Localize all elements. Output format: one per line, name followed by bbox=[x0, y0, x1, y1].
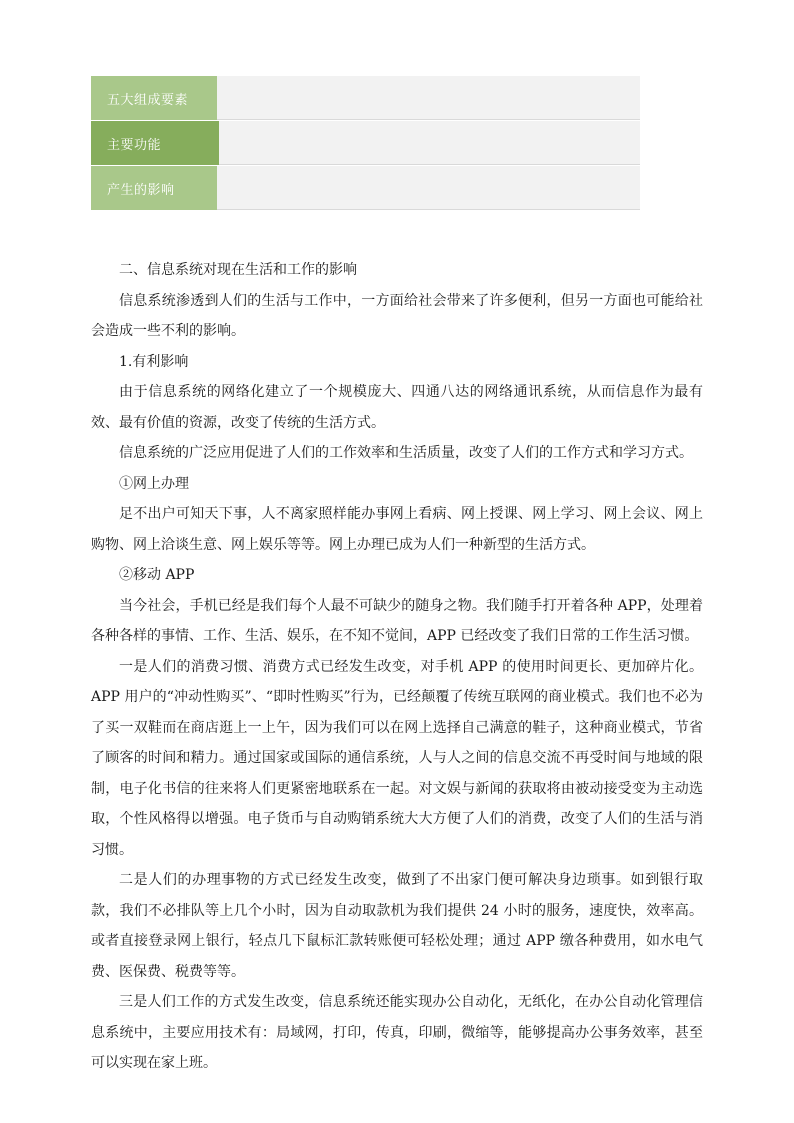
paragraph: 由于信息系统的网络化建立了一个规模庞大、四通八达的网络通讯系统，从而信息作为最有效、最有价值的资源，改变了传统的生活方式。 bbox=[91, 384, 703, 431]
table-row bbox=[91, 121, 640, 166]
row-value bbox=[219, 121, 640, 165]
document-body bbox=[91, 255, 703, 1079]
row-value bbox=[217, 76, 640, 120]
paragraph: 信息系统渗透到人们的生活与工作中，一方面给社会带来了许多便利，但另一方面也可能给社会造成一些不利的影响。 bbox=[91, 292, 703, 339]
row-label: 主要功能 bbox=[91, 121, 219, 165]
summary-table bbox=[91, 76, 640, 211]
row-label: 产生的影响 bbox=[91, 166, 217, 210]
table-row bbox=[91, 166, 640, 211]
table-row bbox=[91, 76, 640, 121]
subheading: ②移动 APP bbox=[119, 567, 195, 583]
paragraph: 当今社会，手机已经是我们每个人最不可缺少的随身之物。我们随手打开着各种 APP，处理着各种各样的事情、工作、生活、娱乐，在不知不觉间，APP 已经改变了我们日常的工作生活习惯。 bbox=[91, 597, 703, 644]
row-label: 五大组成要素 bbox=[91, 76, 217, 120]
paragraph: 三是人们工作的方式发生改变，信息系统还能实现办公自动化，无纸化，在办公自动化管理信息系统中，主要应用技术有：局域网，打印，传真，印刷，微缩等，能够提高办公事务效率，甚至可以实现在家上班。 bbox=[91, 994, 703, 1071]
section-heading: 二、信息系统对现在生活和工作的影响 bbox=[119, 262, 357, 278]
paragraph: 足不出户可知天下事，人不离家照样能办事网上看病、网上授课、网上学习、网上会议、网上购物、网上洽谈生意、网上娱乐等等。网上办理已成为人们一种新型的生活方式。 bbox=[91, 506, 703, 553]
paragraph: 二是人们的办理事物的方式已经发生改变，做到了不出家门便可解决身边琐事。如到银行取款，我们不必排队等上几个小时，因为自动取款机为我们提供 24 小时的服务，速度快，效率高。或者直接登录网上银行，轻点几下鼠标汇款转账便可轻松处理；通过 APP 缴各种费用，如水电气费、医保费、税费等等。 bbox=[91, 872, 703, 980]
row-value bbox=[217, 166, 640, 210]
paragraph: 信息系统的广泛应用促进了人们的工作效率和生活质量，改变了人们的工作方式和学习方式。 bbox=[119, 445, 693, 461]
subheading: ①网上办理 bbox=[119, 475, 189, 492]
paragraph: 一是人们的消费习惯、消费方式已经发生改变，对手机 APP 的使用时间更长、更加碎片化。APP 用户的“冲动性购买”、“即时性购买”行为，已经颠覆了传统互联网的商业模式。我们也不必为了买一双鞋而在商店逛上一上午，因为我们可以在网上选择自己满意的鞋子，这种商业模式，节省了顾客的时间和精力。通过国家或国际的通信系统，人与人之间的信息交流不再受时间与地域的限制，电子化书信的往来将人们更紧密地联系在一起。对文娱与新闻的获取将由被动接受变为主动选取，个性风格得以增强。电子货币与自动购销系统大大方便了人们的消费，改变了人们的生活与消习惯。 bbox=[91, 658, 703, 858]
subheading: 1.有利影响 bbox=[119, 353, 189, 370]
